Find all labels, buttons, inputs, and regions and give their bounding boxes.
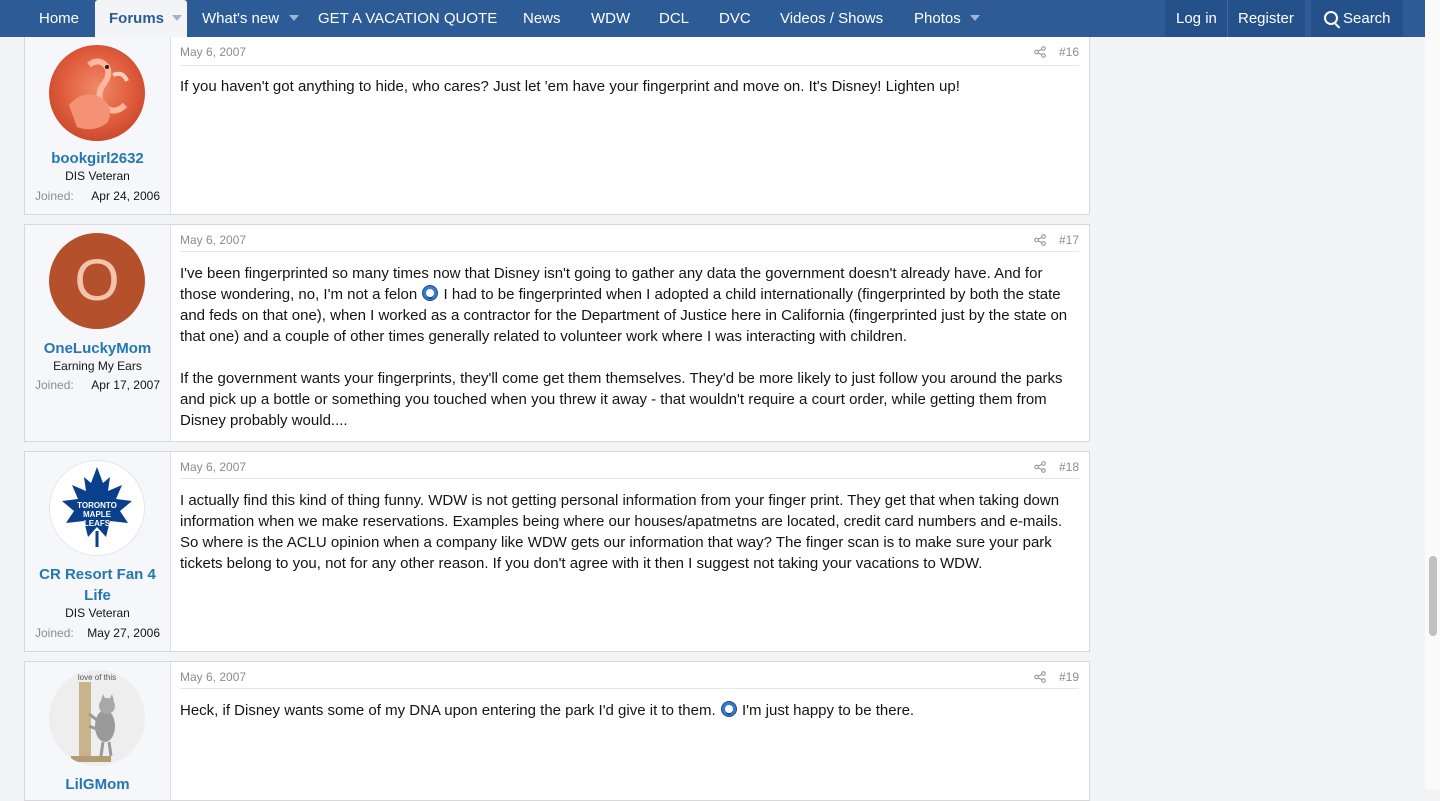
- nav-dvc[interactable]: DVC: [719, 10, 751, 27]
- post-paragraph: If you haven't got anything to hide, who cares? Just let 'em have your fingerprint and move on. It's Disney! Lighten up!: [180, 78, 960, 95]
- post-16: [24, 27, 1090, 215]
- user-title: DIS Veteran: [65, 169, 130, 183]
- nav-divider: [1227, 0, 1228, 37]
- user-title: DIS Veteran: [65, 606, 130, 620]
- flamingo-photo: [49, 45, 145, 141]
- username[interactable]: CR Resort Fan 4 Life: [39, 566, 156, 604]
- post-body: [180, 490, 1077, 595]
- joined-date: Apr 17, 2007: [91, 378, 160, 392]
- avatar-letter: O: [74, 248, 120, 313]
- search-label[interactable]: Search: [1343, 10, 1391, 27]
- post-header-divider: [180, 478, 1079, 479]
- chevron-down-icon[interactable]: [970, 15, 980, 21]
- post-header-divider: [180, 688, 1079, 689]
- register-link[interactable]: Register: [1238, 10, 1294, 27]
- post-date[interactable]: May 6, 2007: [180, 460, 247, 474]
- post-body: [180, 700, 1077, 742]
- joined-label: Joined:: [35, 626, 74, 640]
- post-date[interactable]: May 6, 2007: [180, 670, 247, 684]
- share-icon[interactable]: [1034, 671, 1046, 683]
- post-body: [180, 76, 1077, 118]
- post-paragraph: I actually find this kind of thing funny. WDW is not getting personal information from your finger print. They get that when taking down information when we make reservations. Examples being where our houses/apatmetns are located, credit card numbers and e-mails. So where is the ACLU opinion when a company like WDW gets our information that way? The finger scan is to make sure your park tickets belong to you, not for any other reason. If you don't agree with it then I suggest not taking your vacations to WDW.: [180, 492, 1063, 572]
- post-paragraph: If the government wants your fingerprints, they'll come get them themselves. They'd be more likely to just follow you around the parks and pick up a bottle or something you touched when you threw it away - that wouldn't require a court order, while getting them from Disney probably would....: [180, 370, 1063, 429]
- avatar[interactable]: [49, 233, 145, 329]
- nav-videos-shows[interactable]: Videos / Shows: [780, 10, 884, 27]
- post-number[interactable]: #18: [1058, 460, 1079, 474]
- chevron-down-icon[interactable]: [172, 15, 182, 21]
- post-date[interactable]: May 6, 2007: [180, 233, 247, 247]
- avatar[interactable]: [49, 670, 145, 766]
- nav-forums[interactable]: [95, 0, 187, 37]
- smiley-icon: [422, 285, 438, 301]
- post-number[interactable]: #16: [1058, 45, 1079, 59]
- nav-whats-new[interactable]: What's new: [202, 10, 280, 27]
- nav-news[interactable]: News: [523, 10, 561, 27]
- post-text: I'm just happy to be there.: [741, 702, 915, 719]
- username[interactable]: OneLuckyMom: [43, 340, 152, 357]
- logo-text: TORONTO: [77, 501, 117, 510]
- username[interactable]: bookgirl2632: [51, 150, 144, 167]
- nav-wdw[interactable]: WDW: [591, 10, 631, 27]
- avatar[interactable]: [49, 45, 145, 141]
- nav-home[interactable]: Home: [39, 10, 80, 27]
- nav-dcl[interactable]: DCL: [659, 10, 690, 27]
- logo-text: MAPLE: [83, 510, 111, 519]
- joined-label: Joined:: [35, 189, 74, 203]
- top-nav-bar: [0, 0, 1425, 37]
- chevron-down-icon[interactable]: [289, 15, 299, 21]
- post-19: [24, 661, 1090, 801]
- logo-text: LEAFS: [83, 519, 111, 528]
- post-number[interactable]: #17: [1058, 233, 1079, 247]
- user-info-cell: [25, 28, 171, 214]
- avatar[interactable]: [49, 460, 145, 556]
- joined-label: Joined:: [35, 378, 74, 392]
- nav-photos[interactable]: Photos: [914, 10, 961, 27]
- share-icon[interactable]: [1034, 234, 1046, 246]
- post-paragraph: [180, 263, 1077, 347]
- post-text: I had to be fingerprinted when I adopted a child internationally (fingerprinted by both the state and feds on that one), when I worked as a contractor for the Department of Justice here in California (fingerprinted just by the state on that one) and a couple of other times generally related to volunteer work where I was interacting with children.: [180, 286, 1068, 345]
- post-text: Heck, if Disney wants some of my DNA upon entering the park I'd give it to them.: [180, 702, 716, 719]
- post-18: [24, 451, 1090, 652]
- post-17: [24, 224, 1090, 442]
- user-title: Earning My Ears: [53, 359, 142, 373]
- joined-date: May 27, 2006: [87, 626, 160, 640]
- login-link[interactable]: Log in: [1176, 10, 1217, 27]
- nav-forums-label: Forums: [109, 10, 165, 27]
- scrollbar-thumb[interactable]: [1429, 556, 1437, 636]
- share-icon[interactable]: [1034, 461, 1046, 473]
- joined-date: Apr 24, 2006: [91, 189, 160, 203]
- post-date[interactable]: May 6, 2007: [180, 45, 247, 59]
- cat-scratching-post-photo: [49, 670, 145, 766]
- post-number[interactable]: #19: [1058, 670, 1079, 684]
- nav-vacation-quote[interactable]: GET A VACATION QUOTE: [318, 10, 498, 27]
- post-body: [180, 263, 1077, 452]
- user-info-cell: [25, 225, 171, 441]
- toronto-maple-leafs-logo: [50, 461, 144, 555]
- post-header-divider: [180, 65, 1079, 66]
- post-header-divider: [180, 251, 1079, 252]
- post-text: I've been fingerprinted so many times now that Disney isn't going to gather any data the government doesn't already have. And for those wondering, no, I'm not a felon: [180, 265, 1043, 303]
- user-info-cell: [25, 662, 171, 800]
- share-icon[interactable]: [1034, 46, 1046, 58]
- user-info-cell: [25, 452, 171, 651]
- username[interactable]: LilGMom: [65, 776, 130, 793]
- smiley-icon: [721, 701, 737, 717]
- avatar-caption: love of this: [77, 673, 117, 682]
- scrollbar-track[interactable]: [1425, 0, 1440, 789]
- search-icon[interactable]: [1324, 11, 1338, 25]
- post-paragraph: [180, 700, 1077, 721]
